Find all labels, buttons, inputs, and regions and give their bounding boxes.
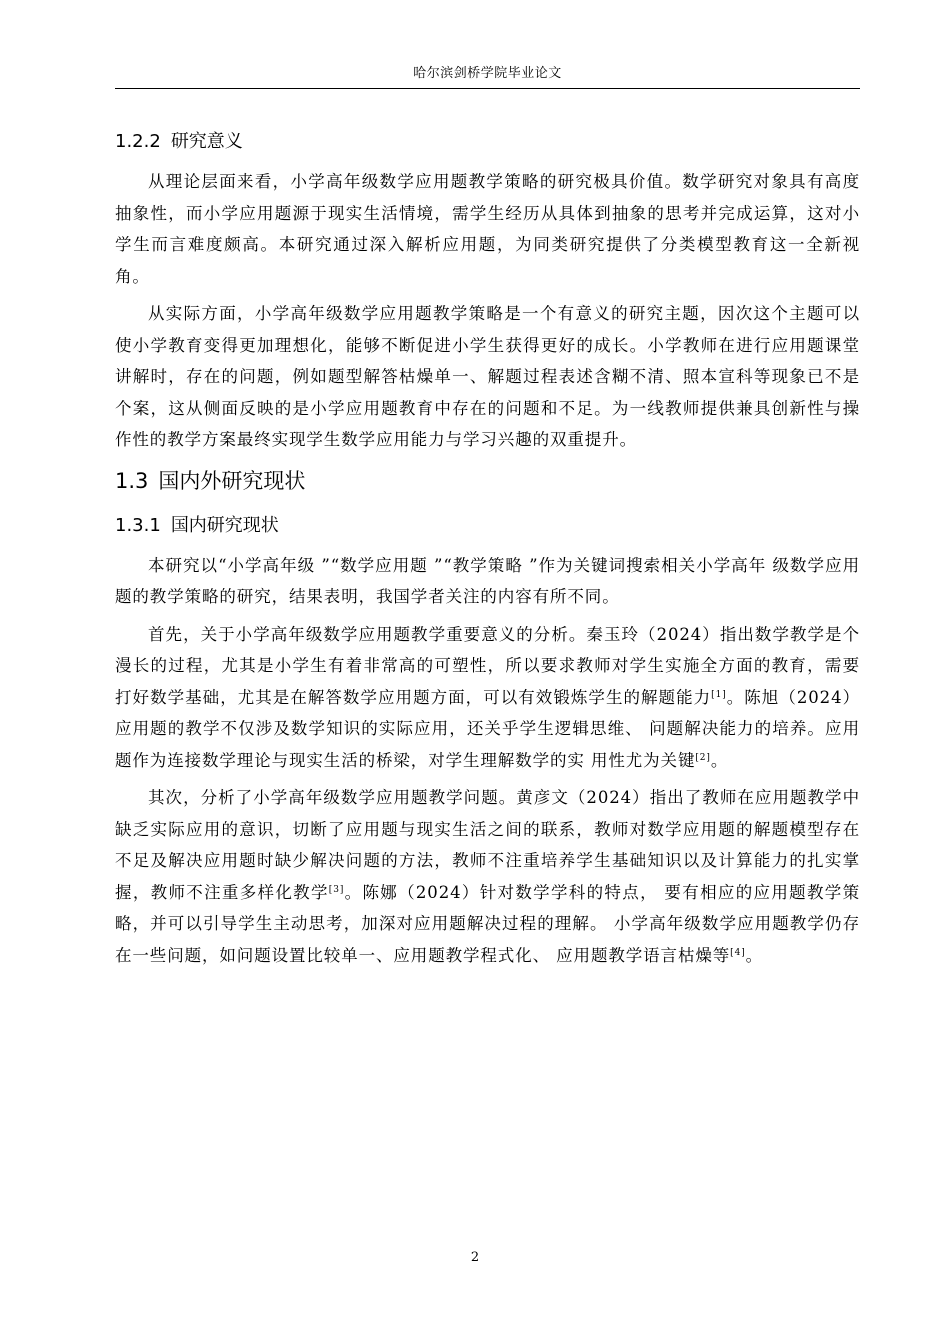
heading-1-3-1 — [115, 506, 860, 546]
paragraph-text: 首先，关于小学高年级数学应用题教学重要意义的分析。秦玉玲（2024）指出数学教学是个漫长的过程，尤其是小学生有着非常高的可塑性，所以要求教师对学生实施全方面的教育，需要打好数学基础，尤其是在解答数学应用题方面，可以有效锻炼学生的解题能力 — [115, 624, 860, 707]
header-rule — [115, 88, 860, 89]
paragraph-text: 。 — [745, 945, 764, 965]
citation-4[interactable]: [4] — [730, 947, 746, 958]
heading-number: 1.3.1 — [115, 514, 161, 536]
page-body — [115, 122, 860, 971]
heading-number: 1.3 — [115, 468, 149, 493]
page-number: 2 — [470, 1250, 480, 1265]
heading-number: 1.2.2 — [115, 131, 161, 152]
heading-1-3 — [115, 460, 860, 502]
citation-3[interactable]: [3] — [328, 884, 345, 895]
paragraph — [115, 619, 860, 777]
citation-2[interactable]: [2] — [695, 752, 711, 763]
paragraph-text: 。陈娜（2024）针对数学学科的特点， 要有相应的应用题教学策略，并可以引导学生主动思考，加深对应用题解决过程的理解。 小学高年级数学应用题教学仍存在一些问题，如问题设置比较单一、应用题教学程式化、 应用题教学语言枯燥等 — [115, 882, 860, 965]
paragraph: 本研究以“小学高年级 ”“数学应用题 ”“教学策略 ”作为关键词搜索相关小学高年 级数学应用题的教学策略的研究，结果表明，我国学者关注的内容有所不同。 — [115, 555, 860, 606]
heading-title: 国内外研究现状 — [158, 468, 306, 493]
running-header: 哈尔滨剑桥学院毕业论文 — [413, 66, 562, 81]
paragraph-text: 。陈旭（2024）应用题的教学不仅涉及数学知识的实际应用，还关乎学生逻辑思维、 问题解决能力的培养。应用题作为连接数学理论与现实生活的桥梁，对学生理解数学的实 用性尤为关键 — [115, 687, 861, 770]
paragraph: 从实际方面，小学高年级数学应用题教学策略是一个有意义的研究主题，因次这个主题可以使小学教育变得更加理想化，能够不断促进小学生获得更好的成长。小学教师在进行应用题课堂讲解时，存在的问题，例如题型解答枯燥单一、解题过程表述含糊不清、照本宣科等现象已不是个案，这从侧面反映的是小学应用题教育中存在的问题和不足。为一线教师提供兼具创新性与操作性的教学方案最终实现学生数学应用能力与学习兴趣的双重提升。 — [115, 304, 860, 449]
paragraph — [115, 782, 860, 971]
paragraph-text: 。 — [710, 750, 729, 770]
citation-1[interactable]: [1] — [711, 689, 727, 700]
heading-title: 研究意义 — [170, 131, 243, 152]
heading-1-2-2 — [115, 122, 860, 162]
heading-title: 国内研究现状 — [170, 514, 279, 536]
paragraph-text: 其次，分析了小学高年级数学应用题教学问题。黄彦文（2024）指出了教师在应用题教学中缺乏实际应用的意识，切断了应用题与现实生活之间的联系，教师对数学应用题的解题模型存在不足及解决应用题时缺少解决问题的方法，教师不注重培养学生基础知识以及计算能力的扎实掌握，教师不注重多样化教学 — [115, 788, 860, 902]
paragraph: 从理论层面来看，小学高年级数学应用题教学策略的研究极具价值。数学研究对象具有高度抽象性，而小学应用题源于现实生活情境，需学生经历从具体到抽象的思考并完成运算，这对小学生而言难度颇高。本研究通过深入解析应用题，为同类研究提供了分类模型教育这一全新视角。 — [115, 172, 860, 286]
